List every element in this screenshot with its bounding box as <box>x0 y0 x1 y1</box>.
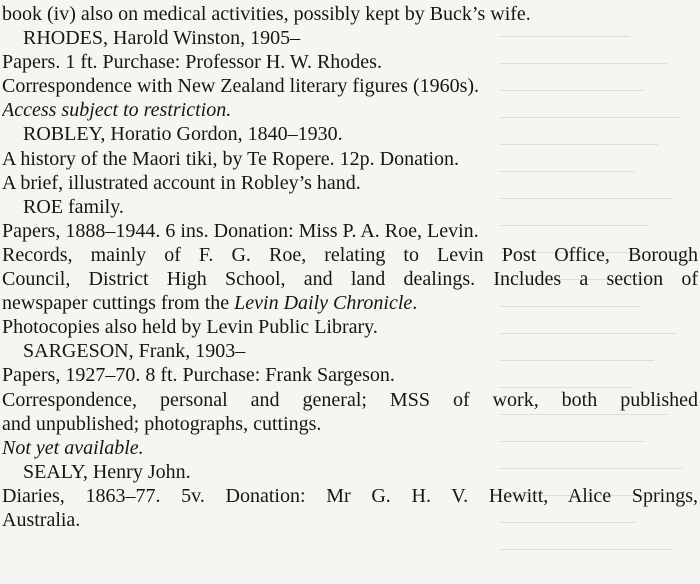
text-line: Papers, 1888–1944. 6 ins. Donation: Miss P. A. Roe, Levin. <box>2 219 479 242</box>
text-line: Australia. <box>2 508 81 531</box>
availability-note: Not yet available. <box>2 436 144 459</box>
text-line: Correspondence, personal and general; MSS of work, both published <box>2 388 698 411</box>
catalogue-page <box>2 2 698 532</box>
entry-heading-sealy: SEALY, Henry John. <box>23 460 191 483</box>
text-line: Correspondence with New Zealand literary figures (1960s). <box>2 75 480 98</box>
text-line: and unpublished; photographs, cuttings. <box>2 412 322 435</box>
show-through-stroke <box>500 549 673 550</box>
text-line: book (iv) also on medical activities, possibly kept by Buck’s wife. <box>2 3 531 25</box>
entry-heading-sargeson: SARGESON, Frank, 1903– <box>23 340 246 363</box>
text-line: Diaries, 1863–77. 5v. Donation: Mr G. H. V. Hewitt, Alice Springs, <box>2 484 698 507</box>
text-line: A history of the Maori tiki, by Te Ropere. 12p. Donation. <box>2 147 460 170</box>
text-line: Council, District High School, and land dealings. Includes a section of <box>2 268 698 291</box>
text-line: A brief, illustrated account in Robley’s hand. <box>2 171 361 194</box>
text-line: Photocopies also held by Levin Public Library. <box>2 316 378 339</box>
text-span: . <box>412 292 418 315</box>
entry-heading-robley: ROBLEY, Horatio Gordon, 1840–1930. <box>23 123 343 146</box>
entry-heading-rhodes: RHODES, Harold Winston, 1905– <box>23 27 301 50</box>
text-line: Papers. 1 ft. Purchase: Professor H. W. Rhodes. <box>2 51 382 74</box>
text-line: Papers, 1927–70. 8 ft. Purchase: Frank Sargeson. <box>2 364 395 387</box>
text-span: newspaper cuttings from the <box>2 292 235 315</box>
newspaper-title: Levin Daily Chronicle <box>234 292 413 315</box>
text-line <box>2 291 698 315</box>
access-note: Access subject to restriction. <box>2 99 232 122</box>
entry-heading-roe: ROE family. <box>23 195 124 218</box>
text-line: Records, mainly of F. G. Roe, relating to Levin Post Office, Borough <box>2 243 698 266</box>
